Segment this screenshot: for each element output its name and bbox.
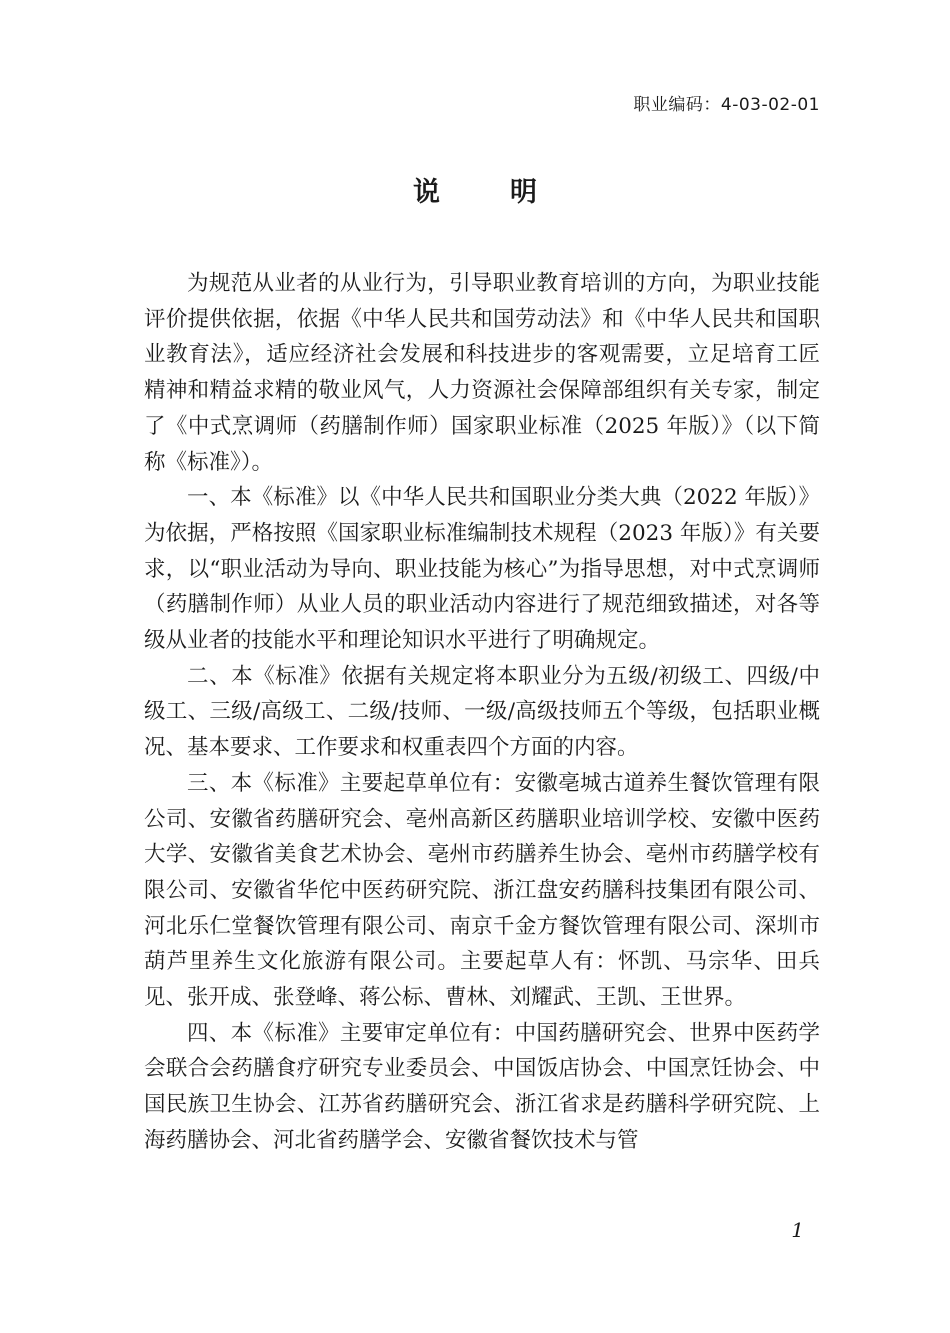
paragraph-3: 三、本《标准》主要起草单位有：安徽亳城古道养生餐饮管理有限公司、安徽省药膳研究会、亳州高新区药膳职业培训学校、安徽中医药大学、安徽省美食艺术协会、亳州市药膳养生协会、亳州市药膳学校有限公司、安徽省华佗中医药研究院、浙江盘安药膳科技集团有限公司、河北乐仁堂餐饮管理有限公司、南京千金方餐饮管理有限公司、深圳市葫芦里养生文化旅游有限公司。主要起草人有：怀凯、马宗华、田兵见、张开成、张登峰、蒋公标、曹林、刘耀武、王凯、王世界。: [144, 770, 820, 1011]
paragraph-1: 一、本《标准》以《中华人民共和国职业分类大典（2022 年版）》为依据，严格按照《国家职业标准编制技术规程（2023 年版）》有关要求，以“职业活动为导向、职业技能为核心”为指导思想，对中式烹调师（药膳制作师）从业人员的职业活动内容进行了规范细致描述，对各等级从业者的技能水平和理论知识水平进行了明确规定。: [144, 485, 820, 654]
paragraph-2: 二、本《标准》依据有关规定将本职业分为五级/初级工、四级/中级工、三级/高级工、二级/技师、一级/高级技师五个等级，包括职业概况、基本要求、工作要求和权重表四个方面的内容。: [144, 663, 820, 761]
paragraph-4: 四、本《标准》主要审定单位有：中国药膳研究会、世界中医药学会联合会药膳食疗研究专业委员会、中国饭店协会、中国烹饪协会、中国民族卫生协会、江苏省药膳研究会、浙江省求是药膳科学研究院、上海药膳协会、河北省药膳学会、安徽省餐饮技术与管: [144, 1020, 820, 1153]
occupation-code: 职业编码：4-03-02-01: [633, 95, 820, 115]
page-number: 1: [791, 1218, 804, 1242]
paragraph-intro: 为规范从业者的从业行为，引导职业教育培训的方向，为职业技能评价提供依据，依据《中华人民共和国劳动法》和《中华人民共和国职业教育法》，适应经济社会发展和科技进步的客观需要，立足培育工匠精神和精益求精的敬业风气，人力资源社会保障部组织有关专家，制定了《中式烹调师（药膳制作师）国家职业标准（2025 年版）》（以下简称《标准》）。: [144, 271, 820, 475]
page-title: 说明: [413, 177, 607, 208]
document-body: [144, 266, 820, 1159]
